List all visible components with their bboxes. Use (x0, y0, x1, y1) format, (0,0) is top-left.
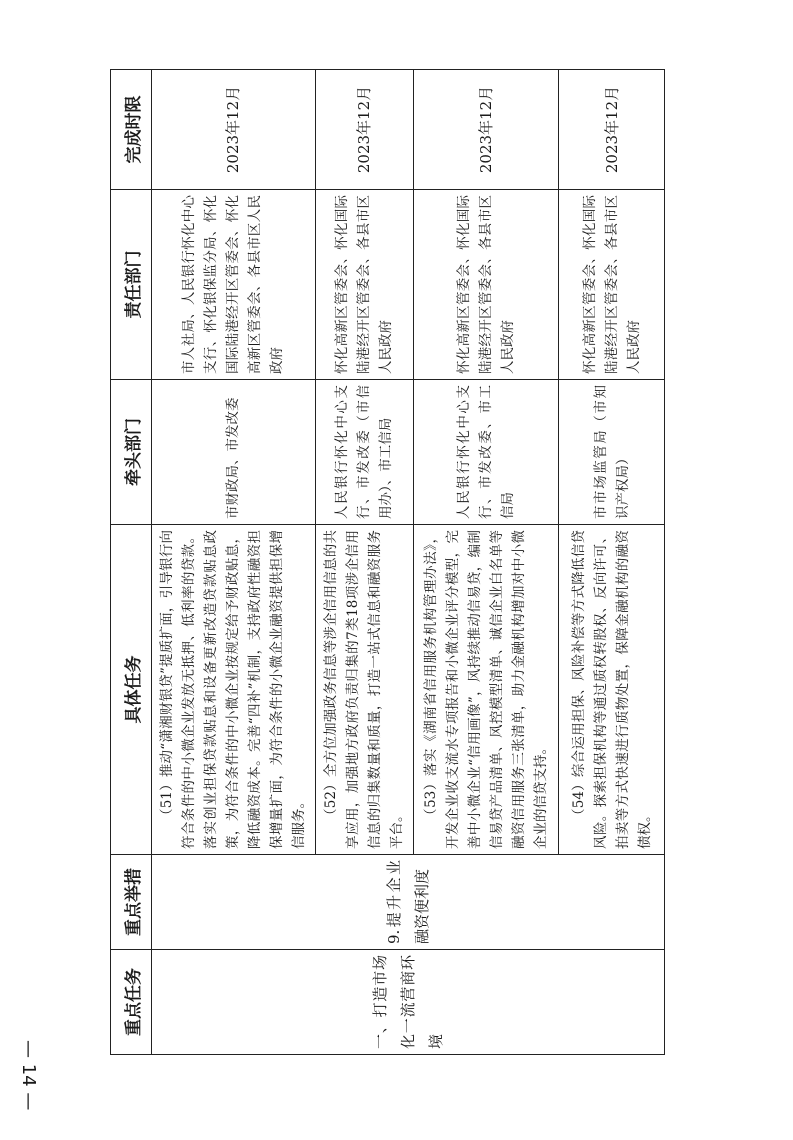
lead-dept-cell: 人民银行怀化中心支行、市发改委、市工信局 (413, 380, 559, 525)
header-key-task: 重点任务 (111, 950, 152, 1055)
lead-dept-cell: 人民银行怀化中心支行、市发改委（市信用办）、市工信局 (315, 380, 413, 525)
task-table (110, 69, 665, 1055)
responsible-dept-cell: 市人社局、人民银行怀化中心支行、怀化银保监分局、怀化国际陆港经开区管委会、怀化高新区管委会、各县市区人民政府 (152, 190, 316, 380)
specific-task-cell: （53）落实《湖南省信用服务机构管理办法》，开发企业收支流水专项报告和小微企业评分模型，完善中小微企业“信用画像”，风持续推动信易贷，编制信易贷产品清单、风控模型清单、诚信企业白名单等融资信用服务三张清单，助力金融机构增加对中小微企业的信贷支持。 (413, 525, 559, 855)
lead-dept-cell: 市财政局、市发改委 (152, 380, 316, 525)
key-measure-cell: 9.提升企业融资便利度 (152, 855, 665, 950)
key-task-cell: 一、打造市场化一流营商环境 (152, 950, 665, 1055)
header-responsible-dept: 责任部门 (111, 190, 152, 380)
responsible-dept-cell: 怀化高新区管委会、怀化国际陆港经开区管委会、各县市区人民政府 (413, 190, 559, 380)
responsible-dept-cell: 怀化高新区管委会、怀化国际陆港经开区管委会、各县市区人民政府 (559, 190, 665, 380)
page-number: — 14 — (18, 1040, 39, 1111)
specific-task-cell: （51）推动“潇湘财银贷”提质扩面，引导银行向符合条件的中小微企业发放无抵押、低利率的贷款。落实创业担保贷款贴息和设备更新改造贷款贴息政策，为符合条件的中小微企业按规定给予财政贴息，降低融资成本。完善“四补”机制，支持政府性融资担保增量扩面，为符合条件的小微企业融资提供担保增信服务。 (152, 525, 316, 855)
header-lead-dept: 牵头部门 (111, 380, 152, 525)
deadline-cell: 2023年12月 (152, 70, 316, 190)
task-table-sheet (110, 70, 665, 1055)
lead-dept-cell: 市市场监管局（市知识产权局） (559, 380, 665, 525)
deadline-cell: 2023年12月 (315, 70, 413, 190)
table-header-row (111, 70, 152, 1055)
header-deadline: 完成时限 (111, 70, 152, 190)
deadline-cell: 2023年12月 (413, 70, 559, 190)
deadline-cell: 2023年12月 (559, 70, 665, 190)
header-specific-task: 具体任务 (111, 525, 152, 855)
table-row (152, 70, 316, 1055)
specific-task-cell: （54）综合运用担保、风险补偿等方式降低信贷风险。探索担保机构等通过质权转股权、反向许可、拍卖等方式快速进行质物处置，保障金融机构的融资债权。 (559, 525, 665, 855)
header-key-measure: 重点举措 (111, 855, 152, 950)
responsible-dept-cell: 怀化高新区管委会、怀化国际陆港经开区管委会、各县市区人民政府 (315, 190, 413, 380)
specific-task-cell: （52）全方位加强政务信息等涉企信用信息的共享应用，加强地方政府负责归集的7类18项涉企信用信息的归集数量和质量，打造一站式信息和融资服务平台。 (315, 525, 413, 855)
